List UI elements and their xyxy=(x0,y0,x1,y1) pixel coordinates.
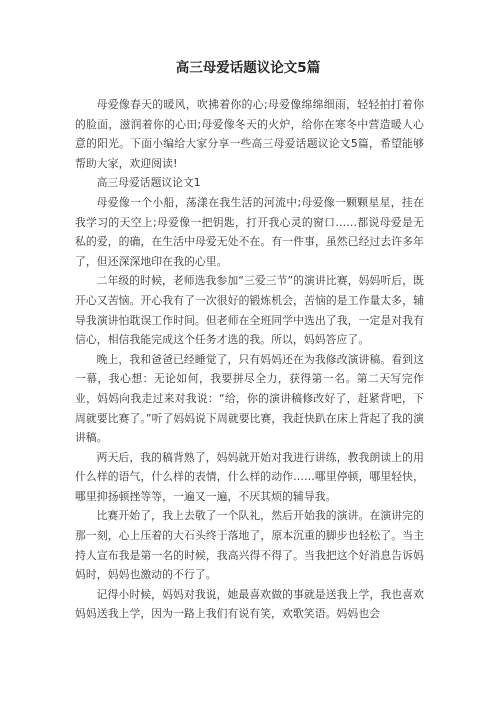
section-heading: 高三母爱话题议论文1 xyxy=(96,176,201,190)
body-paragraph: 记得小时候，妈妈对我说，她最喜欢做的事就是送我上学，我也喜欢妈妈送我上学，因为一路上我们有说有笑，欢歌笑语。妈妈也会 xyxy=(75,587,424,621)
document-body xyxy=(75,95,424,624)
body-paragraph: 母爱像一个小船，荡漾在我生活的河流中;母爱像一颗颗星星，挂在我学习的天空上;母爱像一把钥匙，打开我心灵的窗口……都说母爱是无私的爱，的确，在生活中母爱无处不在。有一件事，虽然已经过去许多年了，但还深深地印在我的心里。 xyxy=(75,195,424,268)
body-paragraph: 比赛开始了，我上去敬了一个队礼，然后开始我的演讲。在演讲完的那一刻，心上压着的大石头终于落地了，原本沉重的脚步也轻松了。当主持人宣布我是第一名的时候，我高兴得不得了。当我把这个好消息告诉妈妈时，妈妈也激动的不行了。 xyxy=(75,509,424,582)
intro-paragraph: 母爱像春天的暖风，吹拂着你的心;母爱像绵绵细雨，轻轻拍打着你的脸面，滋润着你的心田;母爱像冬天的火炉，给你在寒冬中营造暖人心意的阳光。下面小编给大家分享一些高三母爱话题议论文5篇，希望能够帮助大家，欢迎阅读! xyxy=(75,98,424,170)
document-title: 高三母爱话题议论文5篇 xyxy=(175,60,321,76)
body-paragraph: 晚上，我和爸爸已经睡觉了，只有妈妈还在为我修改演讲稿。看到这一幕，我心想：无论如何，我要拼尽全力，获得第一名。第二天写完作业，妈妈向我走过来对我说：“给，你的演讲稿修改好了，赶紧背吧，下周就要比赛了。”听了妈妈说下周就要比赛，我赶快趴在床上背起了我的演讲稿。 xyxy=(75,352,424,445)
body-paragraph: 二年级的时候，老师选我参加“三爱三节”的演讲比赛，妈妈听后，既开心又苦恼。开心我有了一次很好的锻炼机会，苦恼的是工作量太多，辅导我演讲怕耽误工作时间。但老师在全班同学中选出了我，一定是对我有信心，相信我能完成这个任务才选的我。所以，妈妈答应了。 xyxy=(75,274,424,347)
body-paragraph: 两天后，我的稿背熟了，妈妈就开始对我进行讲练，教我朗读上的用什么样的语气，什么样的表情，什么样的动作……哪里停顿，哪里轻快，哪里抑扬顿挫等等，一遍又一遍，不厌其烦的辅导我。 xyxy=(75,450,424,503)
